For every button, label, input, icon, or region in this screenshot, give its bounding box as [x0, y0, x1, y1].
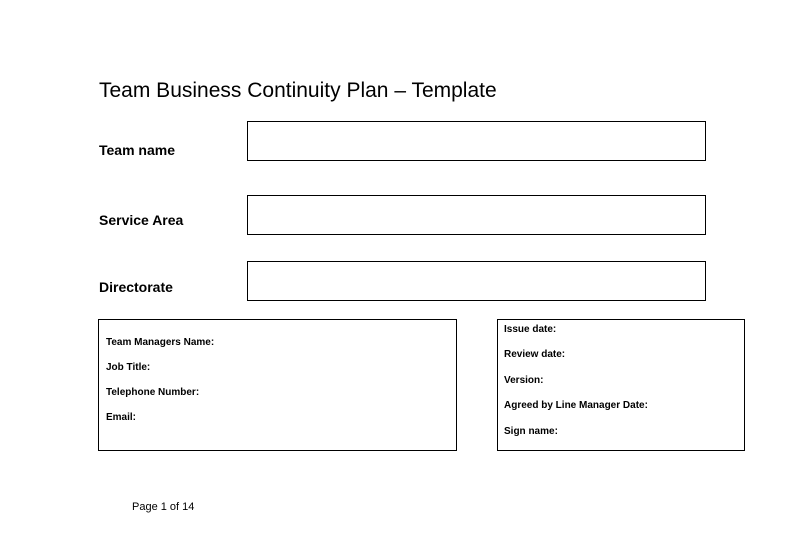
team-name-field[interactable]: [247, 121, 706, 161]
directorate-label: Directorate: [99, 279, 173, 295]
directorate-field[interactable]: [247, 261, 706, 301]
job-title-label: Job Title:: [106, 362, 151, 373]
document-control-box: [497, 319, 745, 451]
page-number: Page 1 of 14: [132, 501, 195, 513]
email-label: Email:: [106, 412, 137, 423]
team-name-label: Team name: [99, 142, 175, 158]
issue-date-label: Issue date:: [504, 324, 557, 335]
document-title: Team Business Continuity Plan – Template: [99, 79, 497, 102]
manager-name-label: Team Managers Name:: [106, 337, 215, 348]
sign-name-label: Sign name:: [504, 426, 558, 437]
manager-details-box: [98, 319, 457, 451]
service-area-field[interactable]: [247, 195, 706, 235]
telephone-label: Telephone Number:: [106, 387, 200, 398]
version-label: Version:: [504, 375, 544, 386]
service-area-label: Service Area: [99, 212, 184, 228]
review-date-label: Review date:: [504, 349, 566, 360]
agreed-date-label: Agreed by Line Manager Date:: [504, 400, 648, 411]
